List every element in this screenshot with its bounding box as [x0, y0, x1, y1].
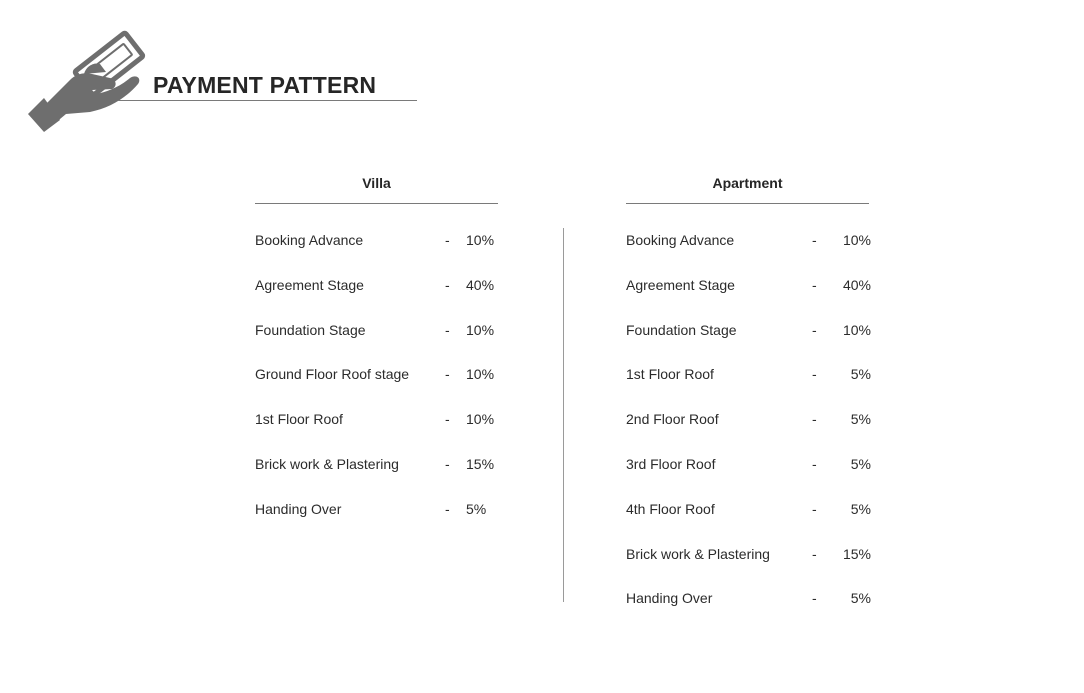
percentage: 10% [466, 411, 495, 428]
villa-row [255, 318, 515, 363]
percentage: 5% [850, 366, 871, 383]
separator: - [812, 321, 817, 338]
percentage: 10% [466, 321, 495, 338]
stage-label: 1st Floor Roof [626, 366, 714, 383]
separator: - [812, 500, 817, 517]
separator: - [812, 545, 817, 562]
percentage: 5% [850, 590, 871, 607]
percentage: 5% [466, 500, 487, 517]
separator: - [445, 366, 450, 383]
stage-label: 1st Floor Roof [255, 411, 343, 428]
separator: - [445, 411, 450, 428]
percentage: 40% [466, 276, 495, 293]
percentage: 5% [850, 500, 871, 517]
separator: - [812, 411, 817, 428]
stage-label: Foundation Stage [255, 321, 366, 338]
percentage: 10% [466, 232, 495, 248]
villa-heading-rule [255, 203, 498, 204]
title-underline [118, 100, 417, 101]
apartment-row [626, 407, 886, 452]
stage-label: Booking Advance [626, 232, 735, 248]
apartment-row [626, 273, 886, 318]
apartment-row [626, 497, 886, 542]
apartment-row [626, 542, 886, 587]
percentage: 10% [466, 366, 495, 383]
villa-schedule [255, 228, 515, 542]
stage-label: Handing Over [626, 590, 713, 607]
separator: - [445, 321, 450, 338]
column-divider [563, 228, 564, 602]
stage-label: Brick work & Plastering [255, 455, 399, 472]
apartment-schedule [626, 228, 886, 631]
stage-label: 2nd Floor Roof [626, 411, 719, 428]
separator: - [812, 276, 817, 293]
villa-row [255, 228, 515, 273]
percentage: 10% [842, 321, 871, 338]
percentage: 15% [842, 545, 871, 562]
percentage: 5% [850, 455, 871, 472]
villa-row [255, 407, 515, 452]
stage-label: 4th Floor Roof [626, 500, 715, 517]
percentage: 40% [842, 276, 871, 293]
stage-label: Handing Over [255, 500, 342, 517]
percentage: 15% [466, 455, 495, 472]
hand-holding-money-icon [26, 28, 150, 132]
villa-row [255, 452, 515, 497]
stage-label: 3rd Floor Roof [626, 455, 716, 472]
apartment-heading: Apartment [712, 175, 783, 191]
separator: - [445, 276, 450, 293]
apartment-row [626, 452, 886, 497]
villa-row [255, 273, 515, 318]
separator: - [445, 232, 450, 248]
apartment-row [626, 228, 886, 273]
stage-label: Foundation Stage [626, 321, 737, 338]
percentage: 5% [850, 411, 871, 428]
stage-label: Agreement Stage [255, 276, 364, 293]
separator: - [812, 366, 817, 383]
apartment-row [626, 586, 886, 631]
separator: - [812, 455, 817, 472]
percentage: 10% [842, 232, 871, 248]
villa-heading: Villa [362, 175, 391, 191]
stage-label: Booking Advance [255, 232, 364, 248]
separator: - [812, 232, 817, 248]
apartment-row [626, 318, 886, 363]
stage-label: Brick work & Plastering [626, 545, 770, 562]
separator: - [812, 590, 817, 607]
apartment-row [626, 362, 886, 407]
apartment-heading-rule [626, 203, 869, 204]
page-title: PAYMENT PATTERN [153, 72, 377, 98]
separator: - [445, 455, 450, 472]
stage-label: Ground Floor Roof stage [255, 366, 410, 383]
stage-label: Agreement Stage [626, 276, 735, 293]
separator: - [445, 500, 450, 517]
villa-row [255, 497, 515, 542]
villa-row [255, 362, 515, 407]
